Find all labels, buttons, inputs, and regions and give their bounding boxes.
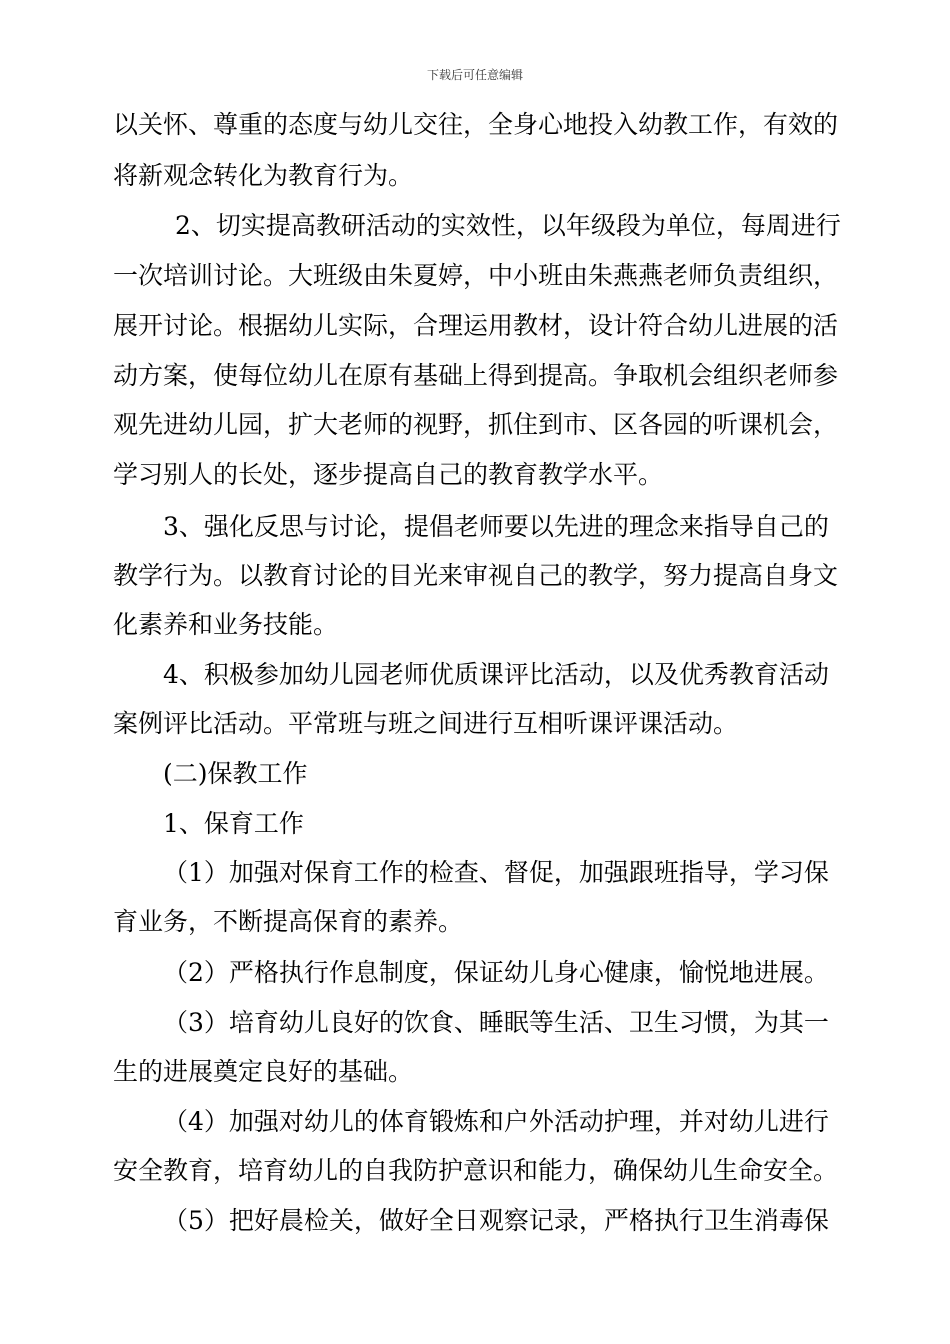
- text-line: 一次培训讨论。大班级由朱夏婷，中小班由朱燕燕老师负责组织，: [113, 261, 839, 290]
- text-line: 教学行为。以教育讨论的目光来审视自己的教学，努力提高自身文: [113, 561, 839, 590]
- text-line: 2、切实提高教研活动的实效性，以年级段为单位，每周进行: [175, 211, 841, 240]
- text-line: 以关怀、尊重的态度与幼儿交往，全身心地投入幼教工作，有效的: [113, 110, 839, 139]
- text-line: 展开讨论。根据幼儿实际，合理运用教材，设计符合幼儿进展的活: [113, 311, 839, 340]
- text-line: 安全教育，培育幼儿的自我防护意识和能力，确保幼儿生命安全。: [113, 1156, 839, 1185]
- header-note: 下载后可任意编辑: [426, 68, 523, 82]
- text-line: 观先进幼儿园，扩大老师的视野，抓住到市、区各园的听课机会，: [113, 410, 839, 439]
- text-line: 育业务，不断提高保育的素养。: [113, 907, 464, 936]
- text-line: （5）把好晨检关，做好全日观察记录，严格执行卫生消毒保: [163, 1206, 829, 1235]
- text-line: （3）培育幼儿良好的饮食、睡眠等生活、卫生习惯，为其一: [163, 1008, 829, 1037]
- text-line: （2）严格执行作息制度，保证幼儿身心健康，愉悦地进展。: [163, 958, 829, 987]
- text-line: 案例评比活动。平常班与班之间进行互相听课评课活动。: [113, 709, 739, 738]
- text-line: 4、积极参加幼儿园老师优质课评比活动，以及优秀教育活动: [163, 660, 829, 689]
- text-line: 化素养和业务技能。: [113, 610, 339, 639]
- text-line: （1）加强对保育工作的检查、督促，加强跟班指导，学习保: [163, 858, 829, 887]
- text-line: 动方案，使每位幼儿在原有基础上得到提高。争取机会组织老师参: [113, 361, 839, 390]
- text-line: 生的进展奠定良好的基础。: [113, 1057, 414, 1086]
- text-line: 将新观念转化为教育行为。: [113, 161, 414, 190]
- subsection-heading: 1、保育工作: [163, 809, 304, 838]
- section-heading: (二)保教工作: [163, 759, 308, 788]
- text-line: 3、强化反思与讨论，提倡老师要以先进的理念来指导自己的: [163, 512, 829, 541]
- text-line: 学习别人的长处，逐步提高自己的教育教学水平。: [113, 460, 664, 489]
- text-line: （4）加强对幼儿的体育锻炼和户外活动护理，并对幼儿进行: [163, 1107, 829, 1136]
